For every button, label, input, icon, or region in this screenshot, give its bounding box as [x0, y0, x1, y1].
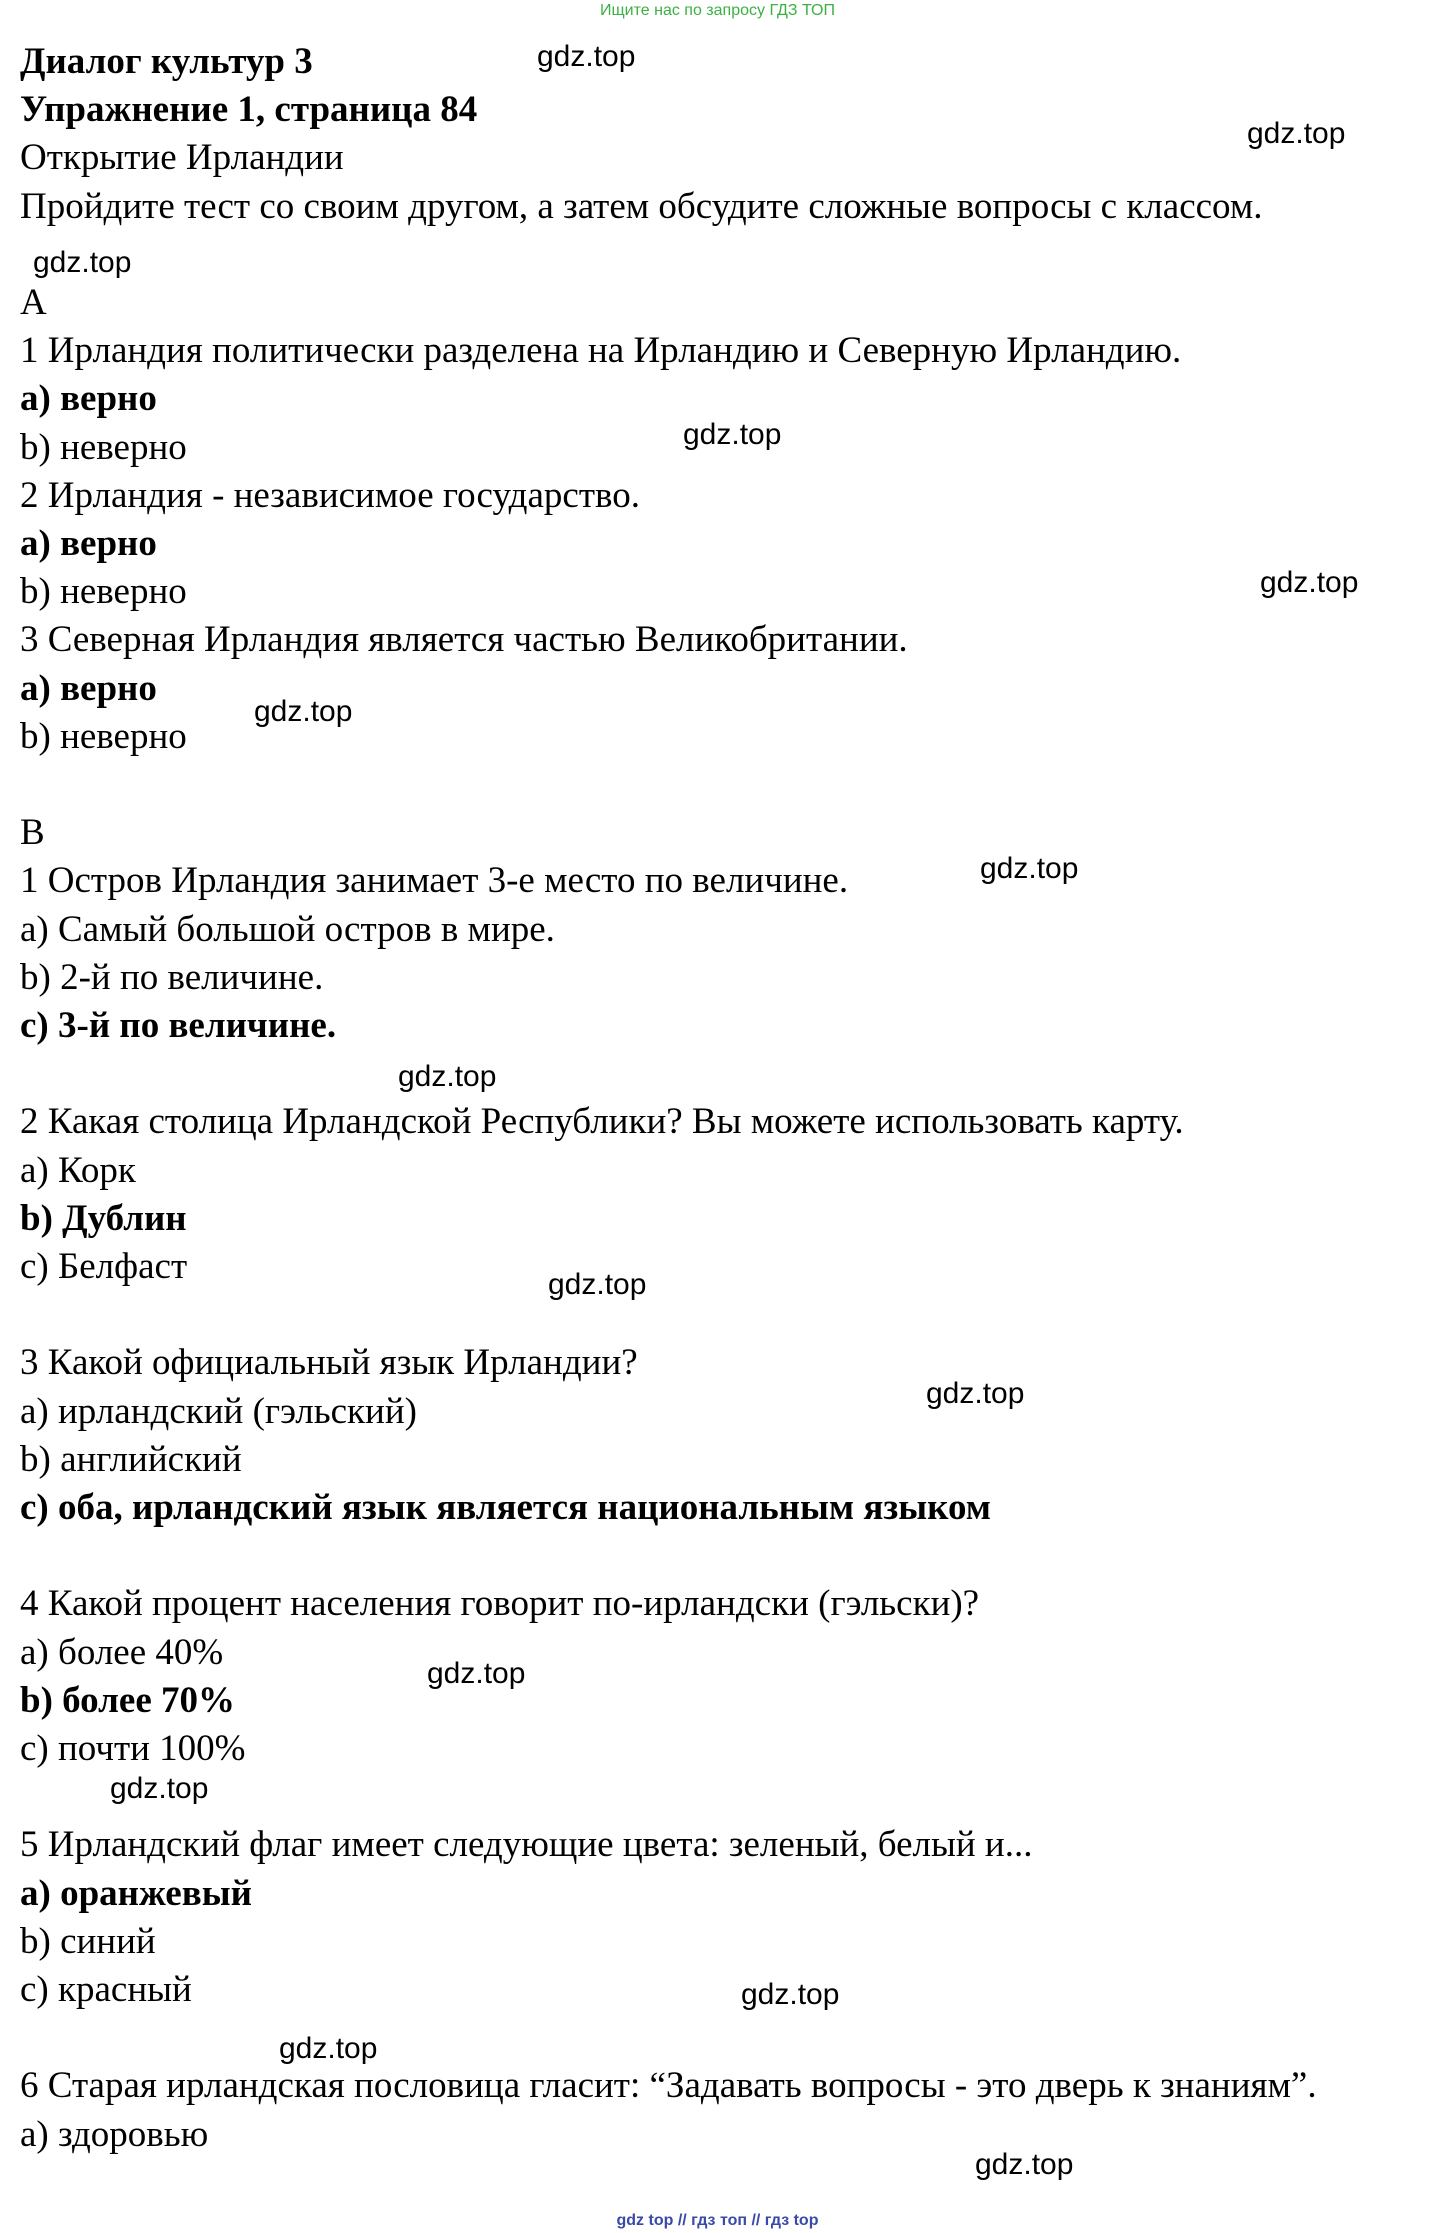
question-text: 1 Остров Ирландия занимает 3-е место по величине. — [20, 860, 849, 902]
answer-option-correct: a) верно — [20, 523, 157, 565]
watermark: gdz.top — [537, 40, 636, 73]
page-title: Диалог культур 3 — [20, 41, 313, 82]
spacer — [20, 1050, 1420, 1098]
watermark: gdz.top — [980, 852, 1079, 885]
watermark: gdz.top — [110, 1772, 209, 1805]
document-body — [20, 38, 1420, 2159]
question-text: 2 Ирландия - независимое государство. — [20, 474, 640, 516]
question-text: 1 Ирландия политически разделена на Ирландию и Северную Ирландию. — [20, 330, 1182, 372]
answer-option: c) почти 100% — [20, 1728, 246, 1770]
watermark: gdz.top — [926, 1377, 1025, 1410]
watermark: gdz.top — [427, 1657, 526, 1690]
topic-heading: Открытие Ирландии — [20, 137, 344, 179]
answer-option: a) здоровью — [20, 2113, 209, 2155]
spacer — [20, 761, 1420, 809]
watermark: gdz.top — [548, 1268, 647, 1301]
answer-option: c) Белфаст — [20, 1246, 188, 1288]
answer-option-correct: a) верно — [20, 378, 157, 420]
watermark: gdz.top — [1247, 117, 1346, 150]
question-text: 3 Северная Ирландия является частью Великобритании. — [20, 619, 908, 661]
answer-option-correct: c) оба, ирландский язык является национальным языком — [20, 1487, 991, 1529]
spacer — [20, 1532, 1420, 1580]
answer-option-correct: b) более 70% — [20, 1679, 236, 1721]
watermark: gdz.top — [279, 2032, 378, 2065]
instruction-text: Пройдите тест со своим другом, а затем обсудите сложные вопросы с классом. — [20, 185, 1263, 227]
answer-option: b) английский — [20, 1438, 242, 1480]
watermark: gdz.top — [254, 695, 353, 728]
answer-option-correct: a) оранжевый — [20, 1872, 252, 1914]
answer-option: a) более 40% — [20, 1631, 224, 1673]
answer-option-correct: a) верно — [20, 667, 157, 709]
question-text: 6 Старая ирландская пословица гласит: “Задавать вопросы - это дверь к знаниям”. — [20, 2065, 1317, 2107]
answer-option-correct: b) Дублин — [20, 1197, 187, 1239]
answer-option: b) 2-й по величине. — [20, 956, 324, 998]
answer-option: b) неверно — [20, 571, 187, 613]
watermark: gdz.top — [33, 246, 132, 279]
answer-option: b) синий — [20, 1920, 156, 1962]
question-text: 5 Ирландский флаг имеет следующие цвета: зеленый, белый и... — [20, 1824, 1033, 1866]
top-banner[interactable]: Ищите нас по запросу ГДЗ ТОП — [600, 2, 835, 19]
spacer — [20, 2014, 1420, 2062]
watermark: gdz.top — [1260, 566, 1359, 599]
answer-option: a) Корк — [20, 1149, 136, 1191]
watermark: gdz.top — [683, 418, 782, 451]
question-text: 2 Какая столица Ирландской Республики? Вы можете использовать карту. — [20, 1101, 1184, 1143]
section-a-label: A — [20, 282, 47, 323]
section-b-label: B — [20, 812, 45, 854]
answer-option: a) ирландский (гэльский) — [20, 1390, 417, 1432]
watermark: gdz.top — [398, 1060, 497, 1093]
answer-option: b) неверно — [20, 426, 187, 468]
watermark: gdz.top — [741, 1978, 840, 2011]
watermark: gdz.top — [975, 2148, 1074, 2181]
question-text: 4 Какой процент населения говорит по-ирландски (гэльски)? — [20, 1583, 980, 1625]
spacer — [20, 1773, 1420, 1821]
answer-option: b) неверно — [20, 715, 187, 757]
bottom-banner[interactable]: gdz top // гдз топ // гдз top — [616, 2212, 819, 2229]
answer-option: c) красный — [20, 1969, 192, 2011]
answer-option-correct: c) 3-й по величине. — [20, 1005, 337, 1047]
question-text: 3 Какой официальный язык Ирландии? — [20, 1342, 638, 1384]
answer-option: a) Самый большой остров в мире. — [20, 908, 555, 950]
spacer — [20, 1291, 1420, 1339]
exercise-heading: Упражнение 1, страница 84 — [20, 89, 478, 131]
